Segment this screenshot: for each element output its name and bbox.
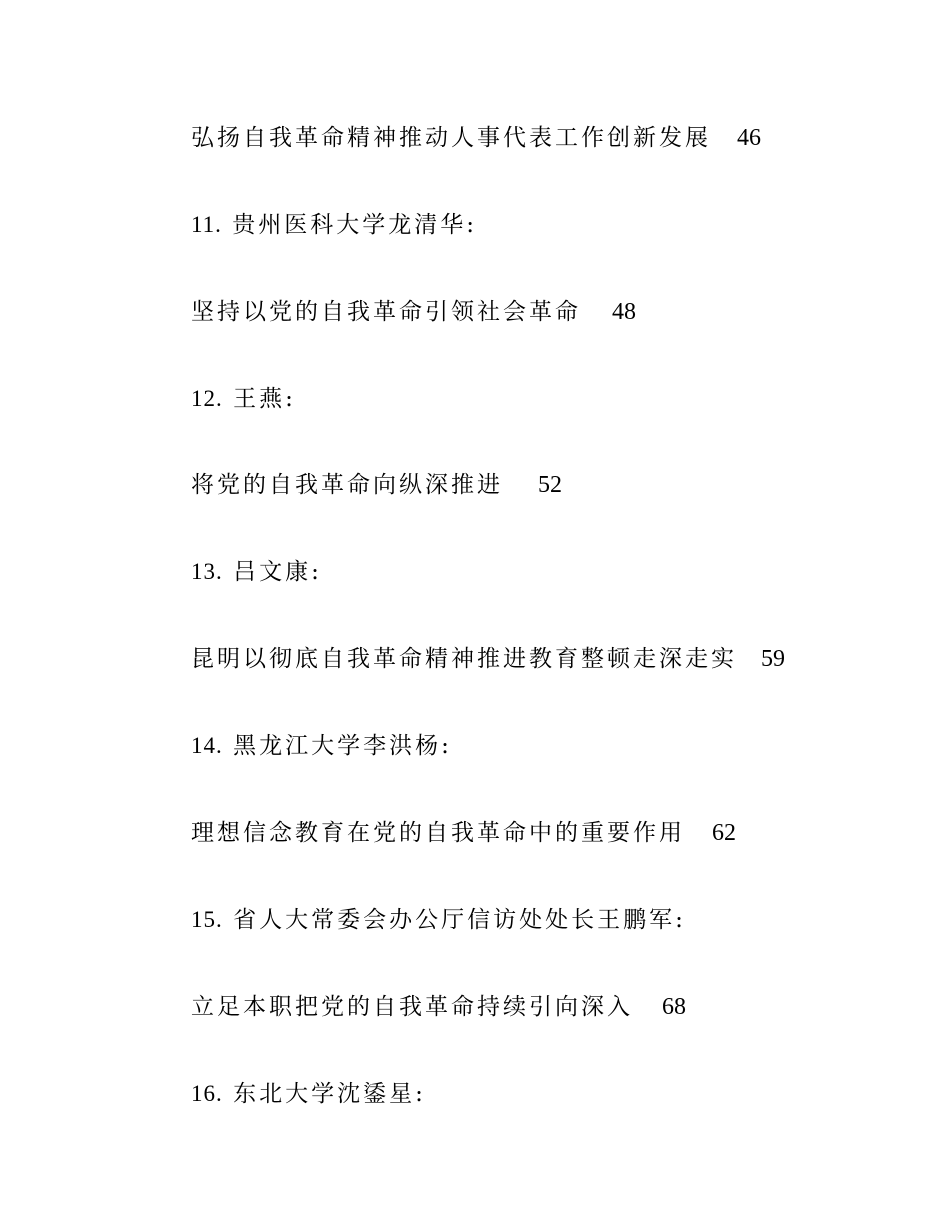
toc-author-text: 省人大常委会办公厅信访处处长王鹏军: [233,907,686,933]
toc-title-text: 弘扬自我革命精神推动人事代表工作创新发展 [191,125,711,151]
toc-author-text: 贵州医科大学龙清华: [232,212,477,238]
toc-entry-author [191,730,452,762]
toc-author-text: 东北大学沈鋈星: [233,1081,426,1107]
toc-entry-number: 13. [191,559,223,584]
toc-entry-author [191,904,686,936]
toc-entry-title [191,469,503,501]
toc-page-number: 52 [538,472,562,498]
toc-entry-number: 15. [191,907,223,932]
toc-title-text: 理想信念教育在党的自我革命中的重要作用 [191,820,685,846]
toc-title-text: 昆明以彻底自我革命精神推进教育整顿走深走实 [191,646,737,672]
toc-entry-author [191,1078,426,1110]
toc-entry-author [191,209,477,241]
toc-page-number: 48 [612,299,636,325]
toc-entry-author [191,383,296,415]
toc-title-text: 立足本职把党的自我革命持续引向深入 [191,994,633,1020]
toc-entry-number: 14. [191,733,223,758]
toc-author-text: 吕文康: [233,559,322,585]
toc-title-text: 坚持以党的自我革命引领社会革命 [191,299,581,325]
toc-entry-title [191,643,737,675]
toc-entry-title [191,817,685,849]
toc-entry-title [191,296,581,328]
toc-entry-number: 12. [191,386,223,411]
toc-entry-title [191,122,711,154]
toc-page-number: 59 [761,646,785,672]
toc-author-text: 王燕: [233,386,296,412]
toc-entry-number: 16. [191,1081,223,1106]
toc-page-number: 46 [737,125,761,151]
toc-entry-title [191,991,633,1023]
toc-author-text: 黑龙江大学李洪杨: [233,733,452,759]
toc-entry-number: 11. [191,212,222,237]
toc-title-text: 将党的自我革命向纵深推进 [191,472,503,498]
toc-page-number: 62 [712,820,736,846]
toc-entry-author [191,556,322,588]
toc-page-number: 68 [662,994,686,1020]
